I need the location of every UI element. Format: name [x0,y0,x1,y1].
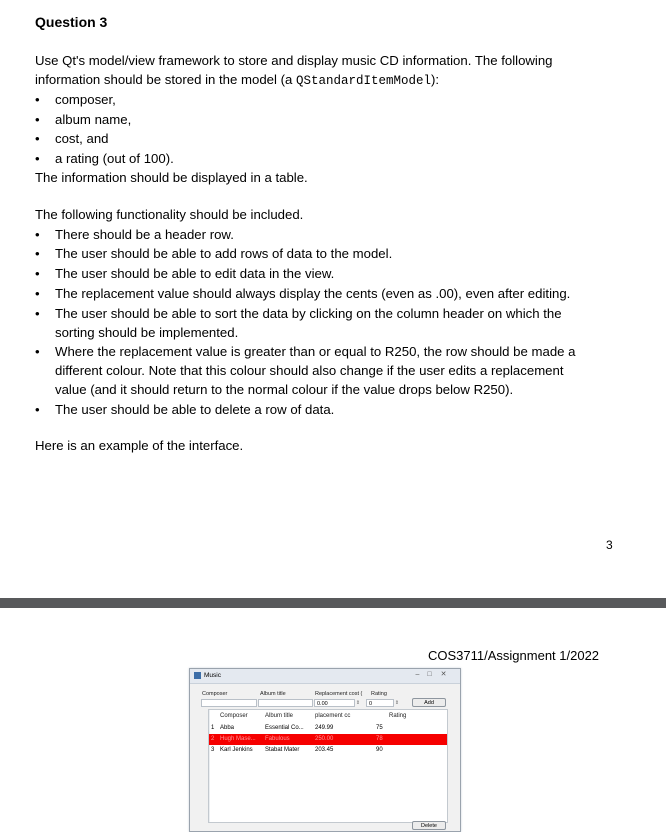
functionality-list-item: different colour. Note that this colour should also change if the user edits a replacement [55,363,564,378]
app-icon [194,672,201,679]
document-page-4 [0,608,666,832]
cost-spinbox[interactable]: 0.00 [314,699,355,707]
table-cell-composer[interactable]: Hugh Mase... [220,736,256,742]
field-list-item: • composer, [35,92,116,107]
table-cell-composer[interactable]: Abba [220,725,235,731]
functionality-list-item: • The user should be able to edit data in the view. [35,266,335,281]
rating-label: Rating [371,691,387,697]
table-cell-num: 3 [211,747,215,753]
bullet-icon: • [35,131,40,146]
table-cell-rating[interactable]: 90 [376,747,383,753]
header-composer[interactable]: Composer [220,713,248,719]
table-cell-cost[interactable]: 203.45 [315,747,334,753]
album-input[interactable] [258,699,313,707]
maximize-icon[interactable]: □ [427,671,432,678]
example-line: Here is an example of the interface. [35,438,244,453]
header-album-title[interactable]: Album title [265,713,294,719]
table-cell-rating[interactable]: 75 [376,725,383,731]
table-cell-num: 2 [211,736,215,742]
table-cell-album[interactable]: Essential Co... [265,725,304,731]
display-line: The information should be displayed in a table. [35,170,308,185]
functionality-list-item: • The user should be able to sort the data by clicking on the column header on which the [35,306,562,321]
table-cell-composer[interactable]: Karl Jenkins [220,747,253,753]
bullet-icon: • [35,227,40,242]
functionality-list-item: value (and it should return to the normal colour if the value drops below R250). [55,382,514,397]
bullet-icon: • [35,92,40,107]
field-list-item: • cost, and [35,131,109,146]
composer-label: Composer [202,691,228,697]
functionality-intro: The following functionality should be included. [35,207,304,222]
window-title: Music [204,672,221,679]
functionality-list-item: sorting should be implemented. [55,325,239,340]
field-list-item: • album name, [35,111,132,127]
bullet-icon: • [35,266,40,281]
question-heading: Question 3 [35,14,108,30]
functionality-list-item: • There should be a header row. [35,227,234,242]
functionality-list-item: • The replacement value should always display the cents (even as .00), even after editing. [35,286,571,301]
running-header: COS3711/Assignment 1/2022 [428,648,600,663]
minimize-icon[interactable]: – [415,671,420,678]
functionality-list-item: • Where the replacement value is greater than or equal to R250, the row should be made a [35,344,576,359]
add-button[interactable]: Add [412,698,446,707]
table-row[interactable] [209,723,447,734]
bullet-icon: • [35,150,40,166]
cost-spin-arrows-icon[interactable]: ⇕ [355,700,361,706]
intro-line-1: Use Qt's model/view framework to store and display music CD information. The following [35,53,553,68]
functionality-list-item: • The user should be able to add rows of data to the model. [35,246,393,261]
table-cell-cost[interactable]: 249.99 [315,725,334,731]
intro-line-2: information should be stored in the model (a QStandardItemModel): [35,72,440,88]
rating-spin-arrows-icon[interactable]: ⇕ [394,700,400,706]
title-bar [190,669,460,684]
table-cell-num: 1 [211,725,215,731]
bullet-icon: • [35,111,40,127]
cost-label: Replacement cost ( [315,691,363,697]
field-list-item: • a rating (out of 100). [35,150,174,166]
bullet-icon: • [35,246,40,261]
table-cell-album[interactable]: Fabulous [265,736,290,742]
bullet-icon: • [35,344,40,359]
functionality-list-item: • The user should be able to delete a row of data. [35,402,335,417]
bullet-icon: • [35,306,40,321]
music-table [208,709,448,823]
bullet-icon: • [35,286,40,301]
album-label: Album title [260,691,286,697]
table-cell-album[interactable]: Stabat Mater [265,747,300,753]
page-divider [0,598,666,608]
composer-input[interactable] [201,699,257,707]
code-class-name: QStandardItemModel [295,74,431,88]
header-rating[interactable]: Rating [389,713,407,719]
header-replacement-cost[interactable]: placement cc [315,713,351,719]
close-icon[interactable]: ✕ [440,671,447,678]
delete-button[interactable]: Delete [412,821,446,830]
bullet-icon: • [35,402,40,417]
page-number: 3 [606,538,613,552]
music-app-window [189,668,461,832]
rating-spinbox[interactable]: 0 [366,699,394,707]
table-row[interactable] [209,745,447,756]
table-cell-cost[interactable]: 250.00 [315,736,334,742]
table-cell-rating[interactable]: 78 [376,736,383,742]
table-row[interactable] [209,734,447,745]
